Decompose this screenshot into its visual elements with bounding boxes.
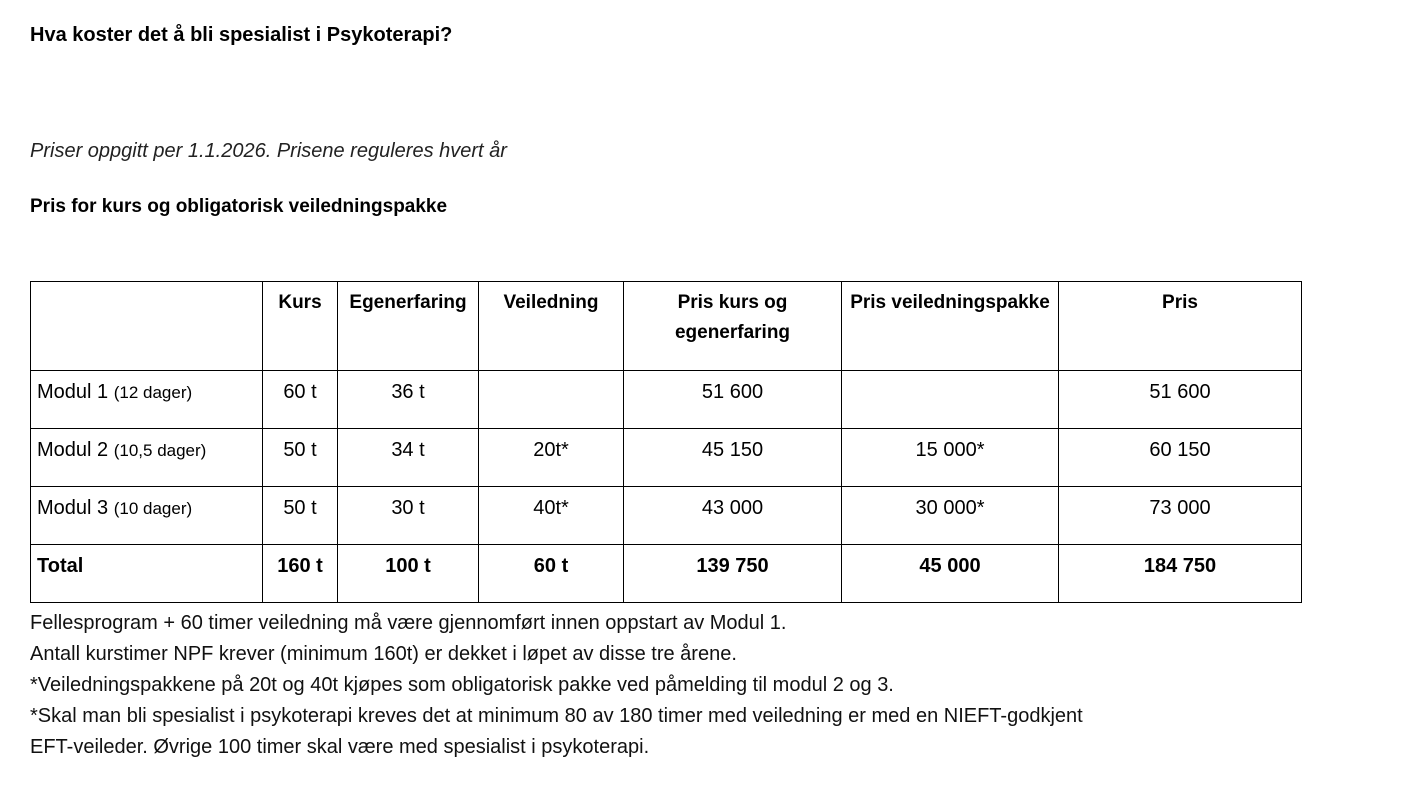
- total-label: Total: [31, 545, 263, 603]
- header-empty: [31, 282, 263, 371]
- price-date-note: Priser oppgitt per 1.1.2026. Prisene reguleres hvert år: [30, 140, 507, 162]
- cell-veiledning: 40t*: [479, 487, 624, 545]
- row-label: [31, 429, 263, 487]
- module-name: Modul 1: [37, 381, 109, 403]
- price-table: [30, 281, 1302, 603]
- cell-pris: 73 000: [1059, 487, 1302, 545]
- cell-kurs: 50 t: [263, 429, 338, 487]
- cell-pris-veiledningspakke: 30 000*: [842, 487, 1059, 545]
- cell-veiledning: 20t*: [479, 429, 624, 487]
- table-row: [31, 371, 1302, 429]
- total-pris-veiledningspakke: 45 000: [842, 545, 1059, 603]
- header-veiledning: Veiledning: [479, 282, 624, 371]
- section-heading: Pris for kurs og obligatorisk veiledningspakke: [30, 196, 448, 217]
- note-line: *Skal man bli spesialist i psykoterapi kreves det at minimum 80 av 180 timer med veiledning er med en NIEFT-godkjent: [30, 705, 1083, 727]
- cell-pris-veiledningspakke: [842, 371, 1059, 429]
- note-line: *Veiledningspakkene på 20t og 40t kjøpes som obligatorisk pakke ved påmelding til modul 2 og 3.: [30, 674, 894, 696]
- cell-egenerfaring: 34 t: [338, 429, 479, 487]
- table-total-row: [31, 545, 1302, 603]
- module-name: Modul 3: [37, 497, 109, 519]
- cell-pris-veiledningspakke: 15 000*: [842, 429, 1059, 487]
- total-kurs: 160 t: [263, 545, 338, 603]
- cell-pris: 51 600: [1059, 371, 1302, 429]
- cell-pris-kurs-egenerfaring: 45 150: [624, 429, 842, 487]
- table-header-row: [31, 282, 1302, 371]
- module-days: (10,5 dager): [113, 441, 207, 460]
- row-label: [31, 487, 263, 545]
- total-pris: 184 750: [1059, 545, 1302, 603]
- row-label: [31, 371, 263, 429]
- cell-pris-kurs-egenerfaring: 51 600: [624, 371, 842, 429]
- note-line: Antall kurstimer NPF krever (minimum 160t) er dekket i løpet av disse tre årene.: [30, 643, 737, 665]
- page-title: Hva koster det å bli spesialist i Psykoterapi?: [30, 24, 453, 46]
- note-line: Fellesprogram + 60 timer veiledning må være gjennomført innen oppstart av Modul 1.: [30, 612, 787, 634]
- cell-pris-kurs-egenerfaring: 43 000: [624, 487, 842, 545]
- cell-egenerfaring: 30 t: [338, 487, 479, 545]
- module-days: (10 dager): [113, 499, 193, 518]
- total-pris-kurs-egenerfaring: 139 750: [624, 545, 842, 603]
- cell-veiledning: [479, 371, 624, 429]
- header-egenerfaring: Egenerfaring: [338, 282, 479, 371]
- note-line: EFT-veileder. Øvrige 100 timer skal være med spesialist i psykoterapi.: [30, 736, 650, 758]
- total-veiledning: 60 t: [479, 545, 624, 603]
- table-row: [31, 487, 1302, 545]
- cell-pris: 60 150: [1059, 429, 1302, 487]
- cell-kurs: 50 t: [263, 487, 338, 545]
- module-name: Modul 2: [37, 439, 109, 461]
- header-pris-veiledningspakke: Pris veiledningspakke: [842, 282, 1059, 371]
- cell-kurs: 60 t: [263, 371, 338, 429]
- header-pris: Pris: [1059, 282, 1302, 371]
- notes-block: [30, 608, 1083, 763]
- module-days: (12 dager): [113, 383, 193, 402]
- header-kurs: Kurs: [263, 282, 338, 371]
- cell-egenerfaring: 36 t: [338, 371, 479, 429]
- table-row: [31, 429, 1302, 487]
- total-egenerfaring: 100 t: [338, 545, 479, 603]
- header-pris-kurs-egenerfaring: Pris kurs og egenerfaring: [624, 282, 842, 371]
